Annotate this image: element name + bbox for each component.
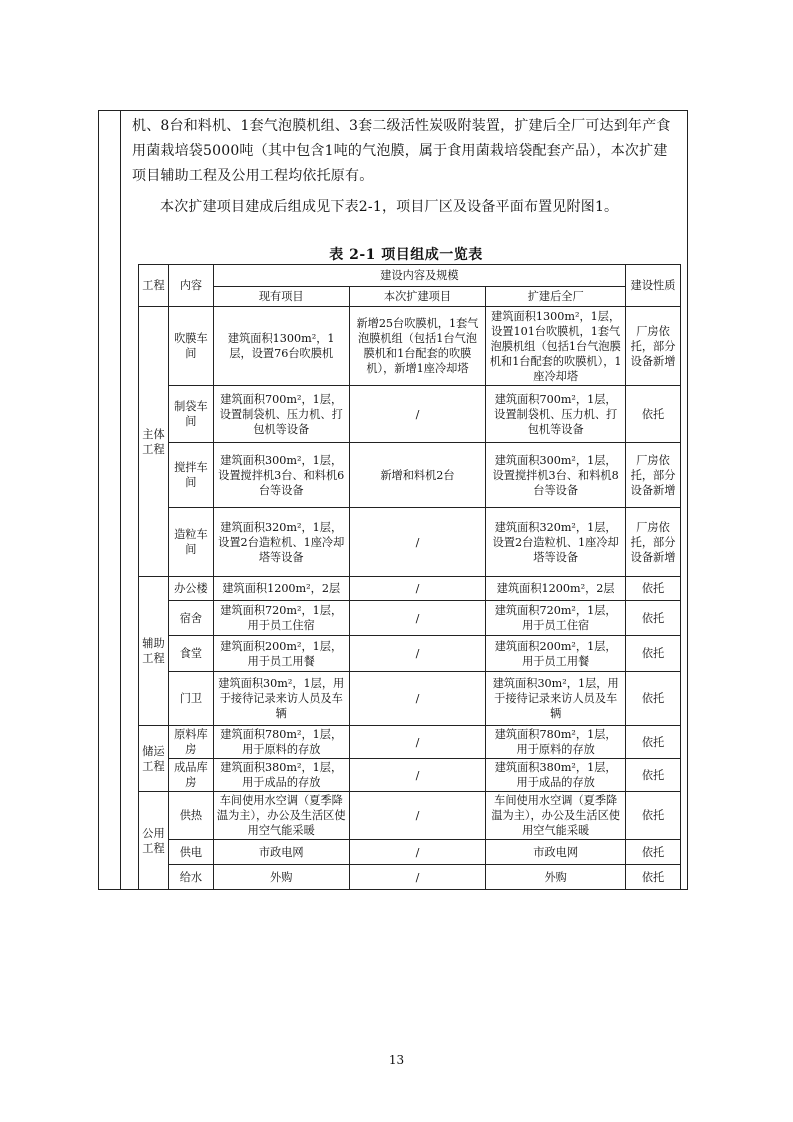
header-existing: 现有项目: [213, 287, 349, 307]
header-category: 工程: [139, 265, 169, 307]
content-cell: 门卫: [168, 672, 213, 726]
nature-cell: 依托: [626, 726, 681, 759]
table-row: [139, 636, 681, 672]
after-cell: 建筑面积200m²，1层，用于员工用餐: [486, 636, 626, 672]
header-after: 扩建后全厂: [486, 287, 626, 307]
existing-cell: 建筑面积1200m²，2层: [213, 577, 349, 601]
existing-cell: 建筑面积780m²，1层，用于原料的存放: [213, 726, 349, 759]
content-cell: 宿舍: [168, 601, 213, 636]
content-cell: 办公楼: [168, 577, 213, 601]
nature-cell: 厂房依托，部分设备新增: [626, 443, 681, 508]
after-cell: 建筑面积1200m²，2层: [486, 577, 626, 601]
existing-cell: 市政电网: [213, 840, 349, 865]
existing-cell: 建筑面积200m²，1层，用于员工用餐: [213, 636, 349, 672]
table-row: [139, 577, 681, 601]
content-cell: 食堂: [168, 636, 213, 672]
table-row: [139, 865, 681, 890]
category-cell: 储运工程: [139, 726, 169, 792]
table-row: [139, 840, 681, 865]
content-cell: 原料库房: [168, 726, 213, 759]
table-row: [139, 672, 681, 726]
header-content: 内容: [168, 265, 213, 307]
paragraph-1: 机、8台和料机、1套气泡膜机组、3套二级活性炭吸附装置，扩建后全厂可达到年产食用菌栽培袋5000吨（其中包含1吨的气泡膜，属于食用菌栽培袋配套产品），本次扩建项目辅助工程及公用工程均依托原有。: [132, 118, 671, 184]
expansion-cell: /: [349, 601, 486, 636]
nature-cell: 依托: [626, 386, 681, 443]
after-cell: 建筑面积300m²，1层，设置搅拌机3台、和料机8台等设备: [486, 443, 626, 508]
content-cell: 制袋车间: [168, 386, 213, 443]
existing-cell: 建筑面积700m²，1层，设置制袋机、压力机、打包机等设备: [213, 386, 349, 443]
existing-cell: 建筑面积720m²，1层，用于员工住宿: [213, 601, 349, 636]
nature-cell: 依托: [626, 840, 681, 865]
expansion-cell: /: [349, 508, 486, 577]
content-cell: 成品库房: [168, 759, 213, 792]
expansion-cell: /: [349, 672, 486, 726]
expansion-cell: /: [349, 865, 486, 890]
nature-cell: 依托: [626, 865, 681, 890]
category-cell: 主体工程: [139, 307, 169, 577]
nature-cell: 依托: [626, 577, 681, 601]
nature-cell: 依托: [626, 636, 681, 672]
paragraph-2: 本次扩建项目建成后组成见下表2-1，项目厂区及设备平面布置见附图1。: [160, 199, 619, 215]
left-column-divider: [120, 110, 121, 890]
after-cell: 外购: [486, 865, 626, 890]
after-cell: 建筑面积780m²，1层，用于原料的存放: [486, 726, 626, 759]
table-row: [139, 759, 681, 792]
nature-cell: 依托: [626, 792, 681, 840]
page-number: 13: [388, 1053, 405, 1067]
expansion-cell: /: [349, 726, 486, 759]
expansion-cell: /: [349, 636, 486, 672]
table-title: 表 2-1 项目组成一览表: [329, 247, 483, 263]
nature-cell: 厂房依托，部分设备新增: [626, 307, 681, 386]
existing-cell: 建筑面积1300m²，1层，设置76台吹膜机: [213, 307, 349, 386]
table-row: [139, 726, 681, 759]
expansion-cell: 新增25台吹膜机，1套气泡膜机组（包括1台气泡膜机和1台配套的吹膜机），新增1座冷却塔: [349, 307, 486, 386]
after-cell: 市政电网: [486, 840, 626, 865]
expansion-cell: /: [349, 386, 486, 443]
header-nature: 建设性质: [626, 265, 681, 307]
content-cell: 造粒车间: [168, 508, 213, 577]
after-cell: 建筑面积720m²，1层，用于员工住宿: [486, 601, 626, 636]
table-row: [139, 386, 681, 443]
table-row: [139, 443, 681, 508]
category-cell: 公用工程: [139, 792, 169, 890]
nature-cell: 依托: [626, 672, 681, 726]
nature-cell: 依托: [626, 601, 681, 636]
category-cell: 辅助工程: [139, 577, 169, 726]
existing-cell: 建筑面积30m²，1层，用于接待记录来访人员及车辆: [213, 672, 349, 726]
nature-cell: 依托: [626, 759, 681, 792]
table-row: [139, 792, 681, 840]
content-cell: 供热: [168, 792, 213, 840]
table-row: [139, 601, 681, 636]
expansion-cell: /: [349, 792, 486, 840]
content-cell: 供电: [168, 840, 213, 865]
table-row: [139, 508, 681, 577]
after-cell: 建筑面积380m²，1层，用于成品的存放: [486, 759, 626, 792]
expansion-cell: 新增和料机2台: [349, 443, 486, 508]
header-expansion: 本次扩建项目: [349, 287, 486, 307]
after-cell: 建筑面积30m²，1层，用于接待记录来访人员及车辆: [486, 672, 626, 726]
project-composition-table: [138, 264, 681, 890]
content-cell: 给水: [168, 865, 213, 890]
header-scope: 建设内容及规模: [213, 265, 625, 287]
expansion-cell: /: [349, 759, 486, 792]
existing-cell: 建筑面积300m²，1层，设置搅拌机3台、和料机6台等设备: [213, 443, 349, 508]
existing-cell: 建筑面积320m²，1层，设置2台造粒机、1座冷却塔等设备: [213, 508, 349, 577]
nature-cell: 厂房依托，部分设备新增: [626, 508, 681, 577]
content-cell: 吹膜车间: [168, 307, 213, 386]
existing-cell: 建筑面积380m²，1层，用于成品的存放: [213, 759, 349, 792]
expansion-cell: /: [349, 840, 486, 865]
expansion-cell: /: [349, 577, 486, 601]
existing-cell: 外购: [213, 865, 349, 890]
content-cell: 搅拌车间: [168, 443, 213, 508]
after-cell: 建筑面积700m²，1层，设置制袋机、压力机、打包机等设备: [486, 386, 626, 443]
table-row: [139, 307, 681, 386]
after-cell: 车间使用水空调（夏季降温为主），办公及生活区使用空气能采暖: [486, 792, 626, 840]
after-cell: 建筑面积1300m²，1层，设置101台吹膜机，1套气泡膜机组（包括1台气泡膜机和1台配套的吹膜机），1座冷却塔: [486, 307, 626, 386]
existing-cell: 车间使用水空调（夏季降温为主），办公及生活区使用空气能采暖: [213, 792, 349, 840]
after-cell: 建筑面积320m²，1层，设置2台造粒机、1座冷却塔等设备: [486, 508, 626, 577]
